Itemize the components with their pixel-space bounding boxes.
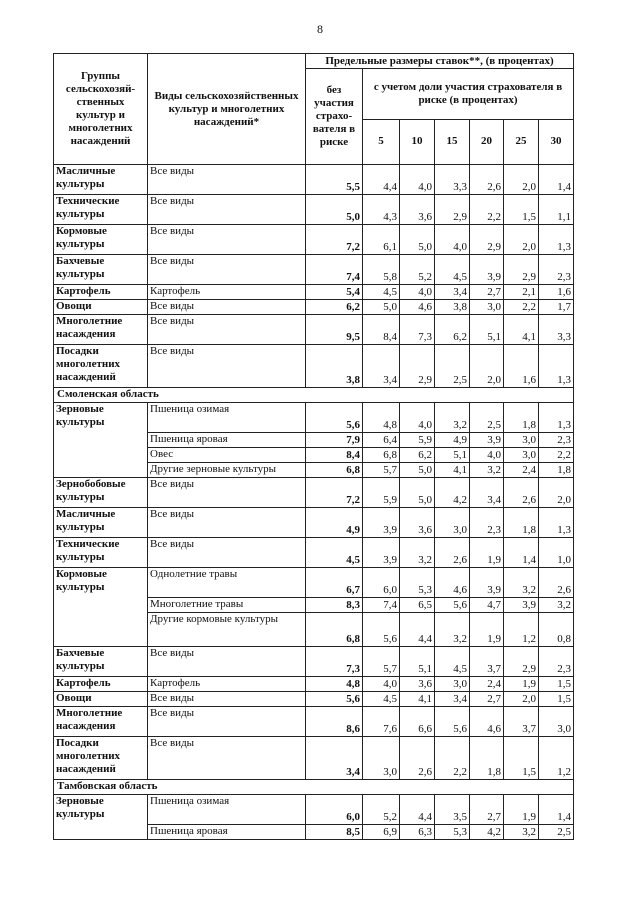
kind-name: Другие зерновые культуры bbox=[148, 463, 306, 478]
table-row bbox=[54, 692, 574, 707]
rate-share-30: 1,7 bbox=[539, 300, 574, 315]
rate-share-25: 2,2 bbox=[504, 300, 539, 315]
rate-share-30: 1,3 bbox=[539, 403, 574, 433]
rate-no-share: 3,8 bbox=[306, 345, 363, 388]
rate-share-30: 2,3 bbox=[539, 433, 574, 448]
rate-share-30: 0,8 bbox=[539, 613, 574, 647]
table-row bbox=[54, 795, 574, 825]
rate-no-share: 4,9 bbox=[306, 508, 363, 538]
group-name: Кормовые культуры bbox=[54, 225, 148, 255]
rate-share-10: 5,0 bbox=[400, 225, 435, 255]
rate-share-15: 3,4 bbox=[435, 285, 470, 300]
rate-share-20: 2,7 bbox=[470, 692, 504, 707]
rate-no-share: 7,4 bbox=[306, 255, 363, 285]
kind-name: Все виды bbox=[148, 692, 306, 707]
group-name: Бахчевые культуры bbox=[54, 647, 148, 677]
rate-no-share: 6,0 bbox=[306, 795, 363, 825]
rate-share-25: 3,7 bbox=[504, 707, 539, 737]
rate-share-10: 4,0 bbox=[400, 165, 435, 195]
rate-share-30: 1,1 bbox=[539, 195, 574, 225]
rate-share-5: 4,8 bbox=[363, 403, 400, 433]
rate-share-5: 6,4 bbox=[363, 433, 400, 448]
rate-share-20: 3,9 bbox=[470, 568, 504, 598]
table-row bbox=[54, 165, 574, 195]
rate-no-share: 6,8 bbox=[306, 463, 363, 478]
kind-name: Все виды bbox=[148, 345, 306, 388]
rate-share-20: 3,2 bbox=[470, 463, 504, 478]
rate-share-10: 3,6 bbox=[400, 677, 435, 692]
table-row bbox=[54, 345, 574, 388]
group-name: Многолетние насаждения bbox=[54, 707, 148, 737]
rate-share-5: 5,7 bbox=[363, 463, 400, 478]
rate-share-15: 4,9 bbox=[435, 433, 470, 448]
rate-share-25: 3,0 bbox=[504, 448, 539, 463]
rate-no-share: 5,5 bbox=[306, 165, 363, 195]
kind-name: Пшеница яровая bbox=[148, 825, 306, 840]
rate-share-15: 4,2 bbox=[435, 478, 470, 508]
header-share-15: 15 bbox=[435, 120, 470, 165]
rate-share-5: 3,9 bbox=[363, 508, 400, 538]
rate-share-10: 4,6 bbox=[400, 300, 435, 315]
rate-share-10: 5,9 bbox=[400, 433, 435, 448]
rate-share-25: 2,6 bbox=[504, 478, 539, 508]
kind-name: Овес bbox=[148, 448, 306, 463]
kind-name: Другие кормовые культуры bbox=[148, 613, 306, 647]
kind-name: Пшеница озимая bbox=[148, 403, 306, 433]
rate-share-20: 3,0 bbox=[470, 300, 504, 315]
header-share-10: 10 bbox=[400, 120, 435, 165]
rate-share-10: 4,4 bbox=[400, 613, 435, 647]
rate-share-30: 3,2 bbox=[539, 598, 574, 613]
rate-share-30: 1,8 bbox=[539, 463, 574, 478]
region-row bbox=[54, 388, 574, 403]
group-name: Картофель bbox=[54, 285, 148, 300]
rate-share-20: 2,6 bbox=[470, 165, 504, 195]
rate-share-5: 4,5 bbox=[363, 285, 400, 300]
rate-share-5: 5,0 bbox=[363, 300, 400, 315]
rate-share-20: 5,1 bbox=[470, 315, 504, 345]
table-row bbox=[54, 737, 574, 780]
rate-share-15: 6,2 bbox=[435, 315, 470, 345]
rate-share-15: 4,6 bbox=[435, 568, 470, 598]
kind-name: Все виды bbox=[148, 538, 306, 568]
rate-share-25: 1,5 bbox=[504, 737, 539, 780]
table-row bbox=[54, 677, 574, 692]
rate-no-share: 9,5 bbox=[306, 315, 363, 345]
table-row bbox=[54, 300, 574, 315]
rate-share-30: 3,3 bbox=[539, 315, 574, 345]
rate-share-10: 5,0 bbox=[400, 463, 435, 478]
rate-share-25: 3,9 bbox=[504, 598, 539, 613]
rate-no-share: 5,0 bbox=[306, 195, 363, 225]
rate-share-30: 1,3 bbox=[539, 345, 574, 388]
rate-share-30: 1,4 bbox=[539, 795, 574, 825]
rate-share-25: 1,4 bbox=[504, 538, 539, 568]
rate-share-10: 5,2 bbox=[400, 255, 435, 285]
rate-share-5: 5,6 bbox=[363, 613, 400, 647]
rate-share-5: 5,9 bbox=[363, 478, 400, 508]
rate-share-15: 5,6 bbox=[435, 598, 470, 613]
rate-share-15: 5,6 bbox=[435, 707, 470, 737]
rate-no-share: 6,2 bbox=[306, 300, 363, 315]
rate-share-20: 2,7 bbox=[470, 285, 504, 300]
rate-share-5: 5,2 bbox=[363, 795, 400, 825]
rate-share-30: 1,2 bbox=[539, 737, 574, 780]
rate-share-5: 7,6 bbox=[363, 707, 400, 737]
rate-no-share: 3,4 bbox=[306, 737, 363, 780]
rate-share-5: 4,3 bbox=[363, 195, 400, 225]
rate-share-5: 8,4 bbox=[363, 315, 400, 345]
table-row bbox=[54, 647, 574, 677]
table-row bbox=[54, 478, 574, 508]
group-name: Масличные культуры bbox=[54, 165, 148, 195]
group-name: Кормовые культуры bbox=[54, 568, 148, 647]
rate-no-share: 8,3 bbox=[306, 598, 363, 613]
kind-name: Все виды bbox=[148, 255, 306, 285]
rate-share-5: 4,4 bbox=[363, 165, 400, 195]
rate-share-20: 4,0 bbox=[470, 448, 504, 463]
rate-no-share: 8,6 bbox=[306, 707, 363, 737]
kind-name: Пшеница озимая bbox=[148, 795, 306, 825]
table-row bbox=[54, 255, 574, 285]
rate-no-share: 5,4 bbox=[306, 285, 363, 300]
rate-share-25: 3,0 bbox=[504, 433, 539, 448]
rate-share-20: 1,8 bbox=[470, 737, 504, 780]
rate-share-10: 4,1 bbox=[400, 692, 435, 707]
rate-share-15: 3,5 bbox=[435, 795, 470, 825]
table-row bbox=[54, 225, 574, 255]
rate-share-10: 3,6 bbox=[400, 195, 435, 225]
rate-share-20: 1,9 bbox=[470, 538, 504, 568]
rate-share-30: 1,6 bbox=[539, 285, 574, 300]
rate-share-10: 4,0 bbox=[400, 403, 435, 433]
rate-share-20: 2,2 bbox=[470, 195, 504, 225]
table-row bbox=[54, 403, 574, 433]
rate-share-5: 4,0 bbox=[363, 677, 400, 692]
rate-share-25: 2,0 bbox=[504, 165, 539, 195]
rate-no-share: 5,6 bbox=[306, 403, 363, 433]
table-row bbox=[54, 315, 574, 345]
rate-no-share: 6,7 bbox=[306, 568, 363, 598]
kind-name: Все виды bbox=[148, 315, 306, 345]
rate-share-5: 7,4 bbox=[363, 598, 400, 613]
rate-share-10: 4,0 bbox=[400, 285, 435, 300]
kind-name: Все виды bbox=[148, 737, 306, 780]
rate-share-15: 3,2 bbox=[435, 613, 470, 647]
rate-share-25: 2,9 bbox=[504, 255, 539, 285]
header-groups: Группы сельскохозяй-ственных культур и многолетних насаждений bbox=[54, 54, 148, 165]
rate-share-10: 5,0 bbox=[400, 478, 435, 508]
rate-share-5: 5,8 bbox=[363, 255, 400, 285]
table-row bbox=[54, 707, 574, 737]
rate-share-15: 3,0 bbox=[435, 677, 470, 692]
region-row bbox=[54, 780, 574, 795]
kind-name: Все виды bbox=[148, 508, 306, 538]
rate-share-15: 3,2 bbox=[435, 403, 470, 433]
rate-share-15: 4,0 bbox=[435, 225, 470, 255]
rate-share-25: 1,5 bbox=[504, 195, 539, 225]
kind-name: Все виды bbox=[148, 707, 306, 737]
rate-share-5: 5,7 bbox=[363, 647, 400, 677]
rate-share-20: 3,4 bbox=[470, 478, 504, 508]
rate-share-20: 2,4 bbox=[470, 677, 504, 692]
rate-share-20: 2,5 bbox=[470, 403, 504, 433]
rate-share-10: 4,4 bbox=[400, 795, 435, 825]
rate-share-20: 4,2 bbox=[470, 825, 504, 840]
group-name: Овощи bbox=[54, 300, 148, 315]
rate-share-5: 6,8 bbox=[363, 448, 400, 463]
rate-share-20: 2,0 bbox=[470, 345, 504, 388]
header-share-30: 30 bbox=[539, 120, 574, 165]
rate-share-10: 6,5 bbox=[400, 598, 435, 613]
page-number: 8 bbox=[317, 22, 323, 36]
rate-share-20: 3,7 bbox=[470, 647, 504, 677]
rate-share-10: 6,6 bbox=[400, 707, 435, 737]
group-name: Посадки многолетних насаждений bbox=[54, 345, 148, 388]
rate-share-25: 1,8 bbox=[504, 508, 539, 538]
rate-share-30: 2,0 bbox=[539, 478, 574, 508]
rate-share-10: 3,6 bbox=[400, 508, 435, 538]
kind-name: Все виды bbox=[148, 478, 306, 508]
rate-share-30: 2,2 bbox=[539, 448, 574, 463]
group-name: Многолетние насаждения bbox=[54, 315, 148, 345]
rate-share-10: 7,3 bbox=[400, 315, 435, 345]
rate-share-20: 2,3 bbox=[470, 508, 504, 538]
header-kinds: Виды сельскохозяйственных культур и многолетних насаждений* bbox=[148, 54, 306, 165]
rate-share-15: 5,3 bbox=[435, 825, 470, 840]
rate-no-share: 7,2 bbox=[306, 225, 363, 255]
kind-name: Все виды bbox=[148, 300, 306, 315]
rate-share-30: 1,3 bbox=[539, 508, 574, 538]
rate-share-5: 3,9 bbox=[363, 538, 400, 568]
rate-share-5: 6,1 bbox=[363, 225, 400, 255]
kind-name: Все виды bbox=[148, 195, 306, 225]
rate-share-20: 3,9 bbox=[470, 433, 504, 448]
rate-share-20: 1,9 bbox=[470, 613, 504, 647]
rate-share-15: 3,3 bbox=[435, 165, 470, 195]
header-with-share: с учетом доли участия страхователя в риске (в процентах) bbox=[363, 69, 574, 120]
group-name: Зернобобовые культуры bbox=[54, 478, 148, 508]
rate-no-share: 5,6 bbox=[306, 692, 363, 707]
kind-name: Картофель bbox=[148, 677, 306, 692]
group-name: Посадки многолетних насаждений bbox=[54, 737, 148, 780]
header-share-25: 25 bbox=[504, 120, 539, 165]
rate-share-30: 1,3 bbox=[539, 225, 574, 255]
rate-share-25: 1,9 bbox=[504, 795, 539, 825]
rate-share-25: 1,8 bbox=[504, 403, 539, 433]
header-rates-title: Предельные размеры ставок**, (в процентах) bbox=[306, 54, 574, 69]
rate-no-share: 8,4 bbox=[306, 448, 363, 463]
kind-name: Все виды bbox=[148, 647, 306, 677]
rate-share-25: 2,4 bbox=[504, 463, 539, 478]
rate-share-5: 4,5 bbox=[363, 692, 400, 707]
rate-share-10: 2,6 bbox=[400, 737, 435, 780]
rate-share-5: 3,4 bbox=[363, 345, 400, 388]
rate-share-5: 6,9 bbox=[363, 825, 400, 840]
group-name: Бахчевые культуры bbox=[54, 255, 148, 285]
rate-share-25: 1,9 bbox=[504, 677, 539, 692]
kind-name: Картофель bbox=[148, 285, 306, 300]
group-name: Зерновые культуры bbox=[54, 403, 148, 478]
rates-table bbox=[53, 53, 574, 840]
rate-share-20: 2,9 bbox=[470, 225, 504, 255]
rate-share-30: 3,0 bbox=[539, 707, 574, 737]
rate-share-25: 2,9 bbox=[504, 647, 539, 677]
group-name: Технические культуры bbox=[54, 195, 148, 225]
table-row bbox=[54, 568, 574, 598]
header-no-share: без участия страхо-вателя в риске bbox=[306, 69, 363, 165]
rate-no-share: 7,2 bbox=[306, 478, 363, 508]
rate-share-15: 2,5 bbox=[435, 345, 470, 388]
kind-name: Все виды bbox=[148, 225, 306, 255]
rate-no-share: 7,9 bbox=[306, 433, 363, 448]
group-name: Овощи bbox=[54, 692, 148, 707]
rate-share-15: 2,6 bbox=[435, 538, 470, 568]
rate-share-15: 2,9 bbox=[435, 195, 470, 225]
group-name: Зерновые культуры bbox=[54, 795, 148, 840]
rate-share-30: 2,3 bbox=[539, 647, 574, 677]
rate-share-15: 3,0 bbox=[435, 508, 470, 538]
rate-share-5: 3,0 bbox=[363, 737, 400, 780]
rate-share-20: 4,7 bbox=[470, 598, 504, 613]
rate-share-25: 4,1 bbox=[504, 315, 539, 345]
rate-share-30: 1,4 bbox=[539, 165, 574, 195]
rate-share-30: 2,3 bbox=[539, 255, 574, 285]
rate-share-25: 2,0 bbox=[504, 692, 539, 707]
rate-share-10: 5,1 bbox=[400, 647, 435, 677]
rate-share-30: 1,0 bbox=[539, 538, 574, 568]
rate-share-30: 2,5 bbox=[539, 825, 574, 840]
table-row bbox=[54, 285, 574, 300]
rate-share-10: 6,2 bbox=[400, 448, 435, 463]
table-row bbox=[54, 195, 574, 225]
table-row bbox=[54, 538, 574, 568]
rate-share-5: 6,0 bbox=[363, 568, 400, 598]
rate-share-20: 2,7 bbox=[470, 795, 504, 825]
rate-share-15: 2,2 bbox=[435, 737, 470, 780]
rate-share-15: 4,1 bbox=[435, 463, 470, 478]
kind-name: Многолетние травы bbox=[148, 598, 306, 613]
rate-share-25: 3,2 bbox=[504, 568, 539, 598]
rate-share-30: 1,5 bbox=[539, 692, 574, 707]
region-name: Смоленская область bbox=[54, 388, 574, 403]
rate-share-20: 3,9 bbox=[470, 255, 504, 285]
rate-share-10: 3,2 bbox=[400, 538, 435, 568]
rate-share-25: 2,1 bbox=[504, 285, 539, 300]
rate-share-30: 2,6 bbox=[539, 568, 574, 598]
rate-share-15: 4,5 bbox=[435, 255, 470, 285]
rate-share-25: 3,2 bbox=[504, 825, 539, 840]
rate-share-15: 3,8 bbox=[435, 300, 470, 315]
rate-share-20: 4,6 bbox=[470, 707, 504, 737]
kind-name: Все виды bbox=[148, 165, 306, 195]
kind-name: Однолетние травы bbox=[148, 568, 306, 598]
rate-share-25: 1,6 bbox=[504, 345, 539, 388]
rate-no-share: 7,3 bbox=[306, 647, 363, 677]
rate-no-share: 4,5 bbox=[306, 538, 363, 568]
rate-share-15: 3,4 bbox=[435, 692, 470, 707]
rate-share-10: 5,3 bbox=[400, 568, 435, 598]
rate-share-15: 5,1 bbox=[435, 448, 470, 463]
region-name: Тамбовская область bbox=[54, 780, 574, 795]
header-share-20: 20 bbox=[470, 120, 504, 165]
rate-share-30: 1,5 bbox=[539, 677, 574, 692]
header-share-5: 5 bbox=[363, 120, 400, 165]
rate-no-share: 8,5 bbox=[306, 825, 363, 840]
rate-no-share: 6,8 bbox=[306, 613, 363, 647]
rate-share-25: 2,0 bbox=[504, 225, 539, 255]
group-name: Масличные культуры bbox=[54, 508, 148, 538]
rate-share-10: 6,3 bbox=[400, 825, 435, 840]
group-name: Технические культуры bbox=[54, 538, 148, 568]
kind-name: Пшеница яровая bbox=[148, 433, 306, 448]
rate-no-share: 4,8 bbox=[306, 677, 363, 692]
group-name: Картофель bbox=[54, 677, 148, 692]
table-row bbox=[54, 508, 574, 538]
rate-share-15: 4,5 bbox=[435, 647, 470, 677]
rate-share-10: 2,9 bbox=[400, 345, 435, 388]
rate-share-25: 1,2 bbox=[504, 613, 539, 647]
